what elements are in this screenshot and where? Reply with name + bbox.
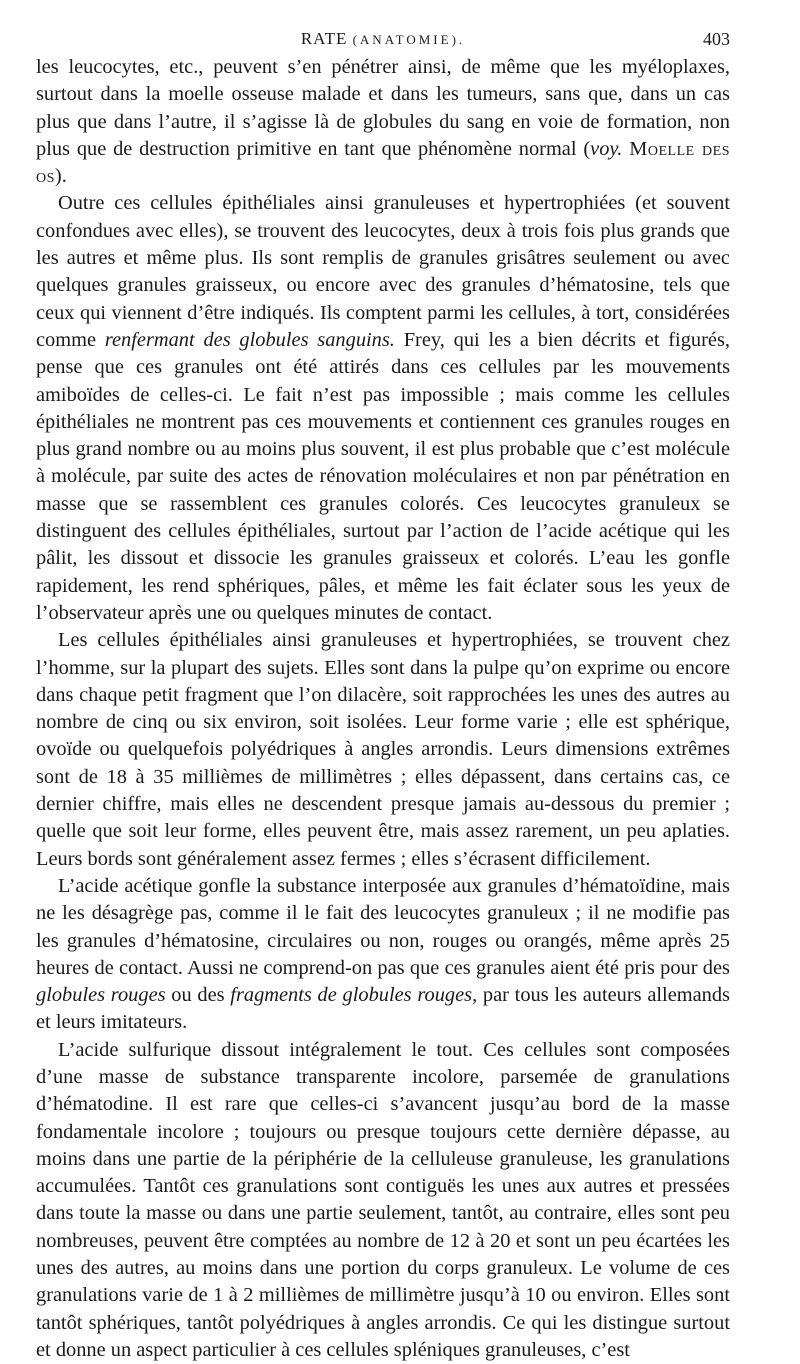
- small-caps-reference: Moelle des os: [36, 137, 730, 188]
- text-run: ).: [54, 165, 67, 188]
- running-head: [36, 24, 730, 54]
- book-page: [36, 24, 730, 1361]
- paragraph: [36, 1037, 730, 1364]
- italic-phrase: globules rouges: [36, 984, 166, 1007]
- text-run: L’acide sulfurique dissout intégralement le tout. Ces cellules sont composées d’une masse de substance transparente incolore, parsemée de granulations d’hématodine. Il est rare que celles-ci s’avancent jusqu’au bord de la masse fondamentale incolore ; toujours ou presque toujours cette dernière dépasse, au moins dans une partie de la périphérie de la celluleuse granuleuse, les granulations accumulées. Tantôt ces granulations sont contiguës les unes aux autres et pressées dans toute la masse ou dans une partie seulement, tantôt, au contraire, elles sont peu nombreuses, peuvent être comptées au nombre de 12 à 20 et sont un peu écartées les unes des autres, au moins dans une portion du corps granuleux. Le volume de ces granulations varie de 1 à 2 millièmes de millimètre jusqu’à 10 ou environ. Elles sont tantôt sphériques, tantôt polyédriques à angles arrondis. Ce qui les distingue surtout et donne un aspect particulier à ces cellules spléniques granuleuses, c’est: [36, 1038, 730, 1361]
- text-run: Frey, qui les a bien décrits et figurés, pense que ces granules ont été attirés dans ces cellules par les mouvements amiboïdes de celles-ci. Le fait n’est pas impossible ; mais comme les cellules épithéliales ne montrent pas ces mouvements et contiennent ces granules rouges en plus grand nombre ou au moins plus souvent, il est plus probable que c’est molécule à molécule, par suite des actes de rénovation moléculaires et non par pénétration en masse que se rassemblent ces granules colorés. Ces leucocytes granuleux se distinguent des cellules épithéliales, surtout par l’action de l’acide acétique qui les pâlit, les dissout et dissocie les granules graisseux et colorés. L’eau les gonfle rapidement, les rend sphériques, pâles, et même les fait éclater sous les yeux de l’observateur après une ou quelques minutes de contact.: [36, 328, 730, 624]
- text-run: Les cellules épithéliales ainsi granuleuses et hypertrophiées, se trouvent chez l’homme, sur la plupart des sujets. Elles sont dans la pulpe qu’on exprime ou encore dans chaque petit fragment que l’on dilacère, soit rapprochées les unes des autres au nombre de cinq ou six environ, soit isolées. Leur forme varie ; elle est sphérique, ovoïde ou quelquefois polyédriques à angles arrondis. Leurs dimensions extrêmes sont de 18 à 35 millièmes de millimètres ; elles dépassent, dans certains cas, ce dernier chiffre, mais elles ne descendent presque jamais au-dessous du premier ; quelle que soit leur forme, elles peuvent être, mais assez rarement, un peu aplaties. Leurs bords sont généralement assez fermes ; elles s’écrasent difficilement.: [36, 629, 730, 870]
- paragraph: [36, 190, 730, 627]
- text-run: par tous les auteurs allemands et leurs imitateurs.: [36, 984, 730, 1034]
- page-number: 403: [703, 29, 730, 49]
- paragraph: [36, 627, 730, 873]
- body-text: [36, 54, 730, 1364]
- text-run: Outre ces cellules épithéliales ainsi granuleuses et hypertrophiées (et souvent confondues avec elles), se trouvent des leucocytes, deux à trois fois plus grands que les autres et même plus. Ils sont remplis de granules grisâtres seulement ou avec quelques granules graisseux, ou encore avec des granules d’hématosine, tels que ceux qui viennent d’être indiqués. Ils comptent parmi les cellules, à tort, considérées comme: [36, 192, 730, 351]
- text-run: les leucocytes, etc., peuvent s’en pénétrer ainsi, de même que les myéloplaxes, surtout dans la moelle osseuse malade et dans les tumeurs, sans que, dans un cas plus que dans l’autre, il s’agisse là de globules du sang en voie de formation, non plus que de destruction primitive en tant que phénomène normal (: [36, 56, 730, 160]
- running-subtitle: (ANATOMIE).: [352, 32, 466, 47]
- italic-phrase: voy.: [590, 137, 623, 160]
- italic-phrase: fragments de globules rouges,: [230, 984, 478, 1007]
- italic-phrase: renfermant des globules sanguins.: [104, 328, 395, 351]
- paragraph: [36, 54, 730, 190]
- text-run: ou des: [165, 984, 231, 1007]
- text-run: L’acide acétique gonfle la substance interposée aux granules d’hématoïdine, mais ne les désagrège pas, comme il le fait des leucocytes granuleux ; il ne modifie pas les granules d’hématosine, circulaires ou non, rouges ou orangés, même après 25 heures de contact. Aussi ne comprend-on pas que ces granules aient été pris pour des: [36, 874, 730, 979]
- running-title: RATE: [300, 29, 348, 48]
- paragraph: [36, 873, 730, 1037]
